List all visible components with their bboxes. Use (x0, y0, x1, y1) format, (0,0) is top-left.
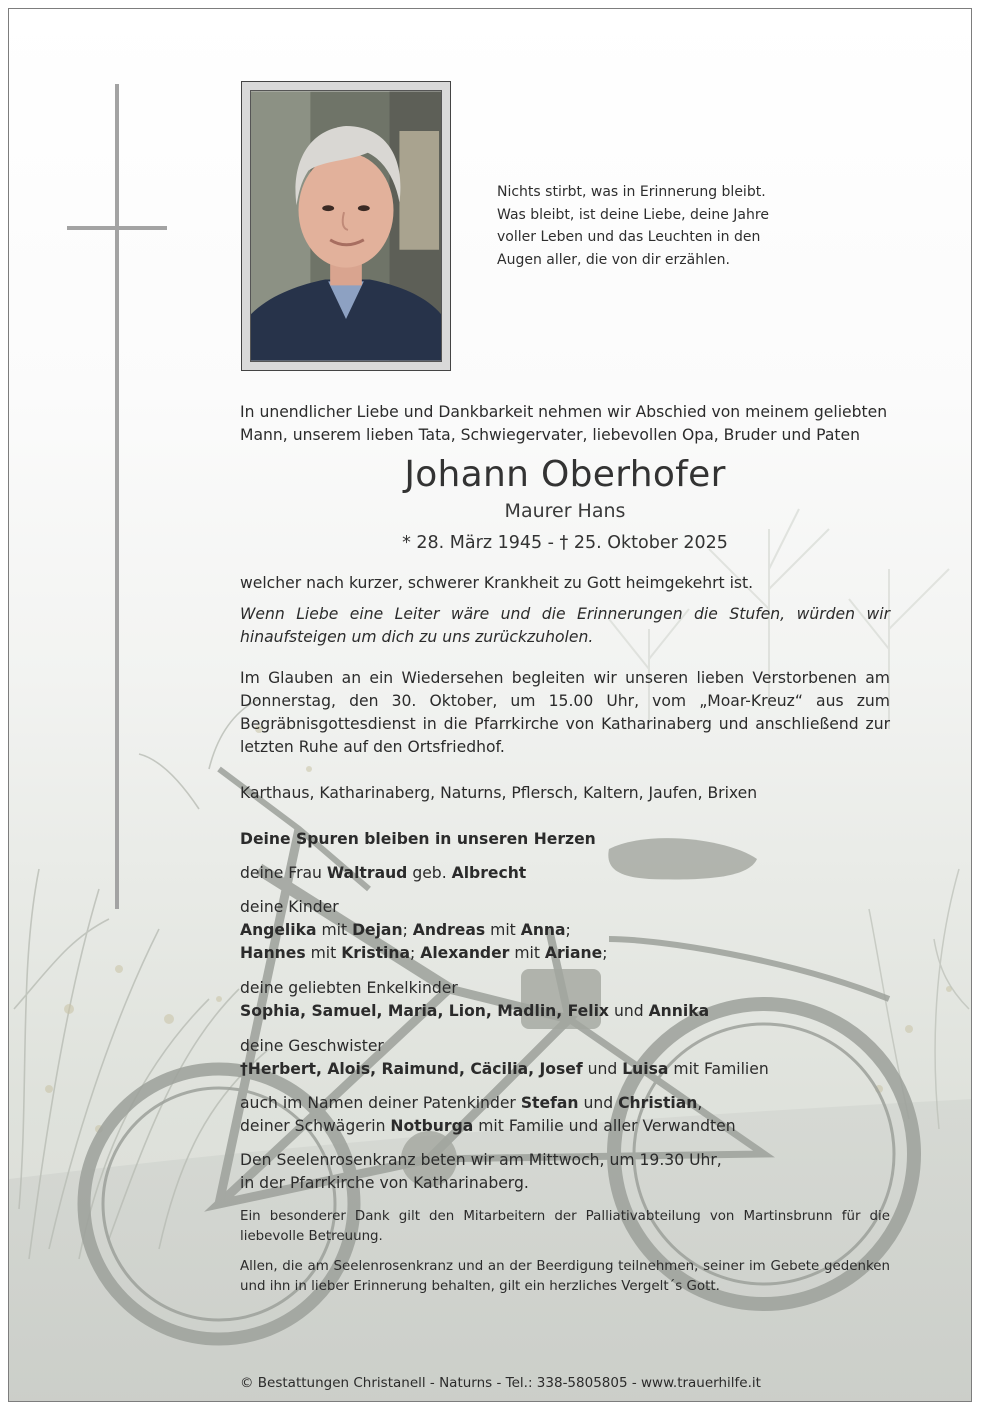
connector-text: deiner Schwägerin (240, 1117, 391, 1135)
name-highlight: Felix (567, 1002, 609, 1020)
thanks-vergelts-gott: Allen, die am Seelenrosenkranz und an der Beerdigung teilnehmen, seiner im Gebete gedenken und ihn in lieber Erinnerung behalten, gilt ein herzliches Vergelt´s Gott. (240, 1259, 890, 1294)
name-highlight: Stefan (520, 1094, 579, 1112)
quote-text: Wenn Liebe eine Leiter wäre und die Erinnerungen die Stufen, würden wir hinaufsteigen um dich zu uns zurückzuholen. (240, 605, 890, 646)
rosary-line: Den Seelenrosenkranz beten wir am Mittwoch, um 19.30 Uhr, (240, 1151, 722, 1169)
name-highlight: Sophia (240, 1002, 301, 1020)
heimgekehrt-text: welcher nach kurzer, schwerer Krankheit zu Gott heimgekehrt ist. (240, 574, 754, 592)
name-highlight: Andreas (412, 921, 486, 939)
connector-text: und (578, 1094, 619, 1112)
wife-name: Waltraud (326, 864, 408, 882)
memorial-poem (497, 181, 797, 271)
connector-text: ; (402, 921, 413, 939)
connector-text: auch im Namen deiner Patenkinder (240, 1094, 521, 1112)
name-highlight: Hannes (240, 944, 306, 962)
name-highlight: Madlin (497, 1002, 557, 1020)
name-highlight: Ariane (544, 944, 603, 962)
godchildren-line (240, 1092, 890, 1115)
intro-text (240, 401, 890, 447)
intro-line: Mann, unserem lieben Tata, Schwiegervater, liebevollen Opa, Bruder und Paten (240, 426, 860, 444)
relatives-line (240, 1115, 890, 1138)
places-text: Karthaus, Katharinaberg, Naturns, Pflersch, Kaltern, Jaufen, Brixen (240, 784, 758, 802)
name-highlight: Raimund (381, 1060, 459, 1078)
children-label: deine Kinder (240, 898, 339, 916)
cross-icon (115, 84, 119, 909)
name-highlight: Annika (648, 1002, 710, 1020)
deceased-name: Johann Oberhofer (404, 454, 726, 495)
children-line (240, 919, 890, 942)
portrait-image (251, 91, 441, 361)
name-highlight: Dejan (352, 921, 403, 939)
name-highlight: Anna (520, 921, 566, 939)
name-highlight: , (437, 1002, 449, 1020)
connector-text: ; (565, 921, 571, 939)
thanks-palliative: Ein besonderer Dank gilt den Mitarbeitern der Palliativabteilung von Martinsbrunn für die liebevolle Betreuung. (240, 1209, 890, 1244)
connector-text: mit (305, 944, 342, 962)
name-highlight: Christian (618, 1094, 698, 1112)
children-line (240, 942, 890, 965)
deceased-nickname: Maurer Hans (504, 500, 626, 522)
wife-mid: geb. (407, 864, 452, 882)
funeral-home-footer: © Bestattungen Christanell - Naturns - Tel.: 338-5805805 - www.trauerhilfe.it (240, 1375, 761, 1391)
connector-text: mit (509, 944, 545, 962)
name-highlight: Lion (448, 1002, 486, 1020)
name-highlight: Alois (327, 1060, 371, 1078)
name-highlight: , (556, 1002, 568, 1020)
name-highlight: , (485, 1002, 498, 1020)
name-highlight: Maria (387, 1002, 438, 1020)
funeral-text: Im Glauben an ein Wiedersehen begleiten wir unseren lieben Verstorbenen am Donnerstag, den 30. Oktober, um 15.00 Uhr, vom „Moar-Kreuz“ aus zum Begräbnisgottesdienst in die Pfarrkirche von Katharinaberg und anschließend zur letzten Ruhe auf den Ortsfriedhof. (240, 669, 890, 756)
name-highlight: Alexander (420, 944, 510, 962)
name-highlight: Josef (539, 1060, 583, 1078)
connector-text: und (608, 1002, 649, 1020)
name-highlight: Samuel (311, 1002, 377, 1020)
obituary-content (240, 401, 890, 1297)
siblings-line (240, 1058, 890, 1081)
name-highlight: , (458, 1060, 471, 1078)
cross-icon-bar (67, 226, 167, 230)
connector-text: mit (485, 921, 521, 939)
name-highlight: Cäcilia (470, 1060, 529, 1078)
name-highlight: Angelika (240, 921, 317, 939)
portrait-photo (241, 81, 451, 371)
spuren-heading: Deine Spuren bleiben in unseren Herzen (240, 830, 596, 848)
connector-text: , (697, 1094, 703, 1112)
name-highlight: , (370, 1060, 382, 1078)
siblings-label: deine Geschwister (240, 1037, 384, 1055)
rosary-line: in der Pfarrkirche von Katharinaberg. (240, 1174, 529, 1192)
connector-text: mit Familie und aller Verwandten (473, 1117, 736, 1135)
page-frame (8, 8, 972, 1402)
name-highlight: , (316, 1060, 328, 1078)
name-highlight: Notburga (390, 1117, 474, 1135)
wife-line (240, 862, 890, 885)
name-highlight: Luisa (622, 1060, 669, 1078)
name-highlight: Kristina (341, 944, 411, 962)
poem-line: voller Leben und das Leuchten in den (497, 229, 761, 245)
grandchildren-line (240, 1000, 890, 1023)
name-highlight: †Herbert (240, 1060, 316, 1078)
name-highlight: , (300, 1002, 312, 1020)
life-dates: * 28. März 1945 - † 25. Oktober 2025 (402, 533, 728, 553)
grandchildren-label: deine geliebten Enkelkinder (240, 979, 458, 997)
poem-line: Augen aller, die von dir erzählen. (497, 251, 730, 268)
intro-line: In unendlicher Liebe und Dankbarkeit nehmen wir Abschied von meinem geliebten (240, 403, 888, 421)
name-highlight: , (376, 1002, 388, 1020)
wife-maiden: Albrecht (451, 864, 527, 882)
poem-line: Was bleibt, ist deine Liebe, deine Jahre (497, 206, 769, 223)
name-highlight: , (528, 1060, 540, 1078)
connector-text: mit Familien (668, 1060, 769, 1078)
connector-text: und (582, 1060, 623, 1078)
connector-text: ; (602, 944, 608, 962)
connector-text: ; (410, 944, 421, 962)
wife-prefix: deine Frau (240, 864, 327, 882)
connector-text: mit (316, 921, 353, 939)
poem-line: Nichts stirbt, was in Erinnerung bleibt. (497, 184, 766, 200)
